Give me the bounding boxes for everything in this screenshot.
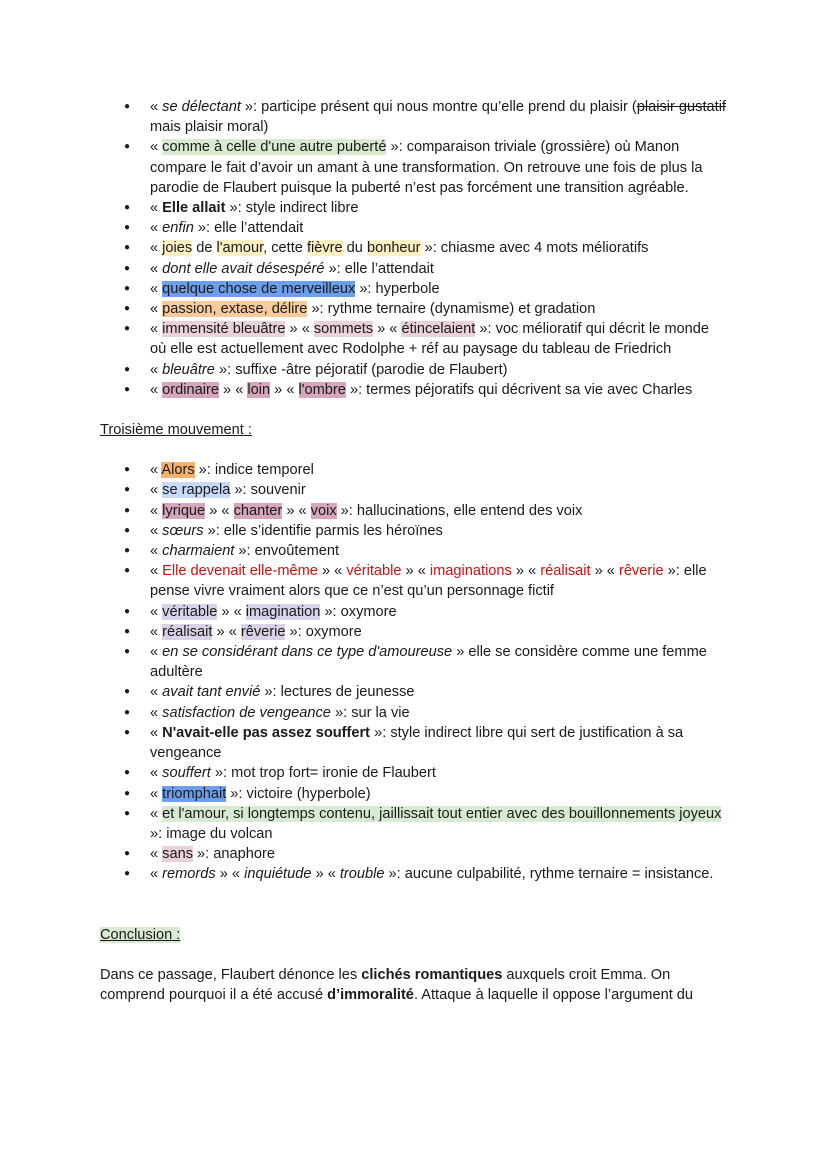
section-heading-troisieme-mouvement: Troisième mouvement :: [100, 422, 252, 439]
list-item: ● « joies de l'amour, cette fièvre du bonheur »: chiasme avec 4 mots mélioratifs: [100, 238, 728, 258]
list-item: ● « passion, extase, délire »: rythme ternaire (dynamisme) et gradation: [100, 299, 728, 319]
list-item: ● « se délectant »: participe présent qui nous montre qu’elle prend du plaisir (plaisir gustatif mais plaisir moral): [100, 97, 728, 137]
list-item: ● « enfin »: elle l’attendait: [100, 218, 728, 238]
list-item: ● « immensité bleuâtre » « sommets » « étincelaient »: voc mélioratif qui décrit le monde où elle est actuellement avec Rodolphe + réf au paysage du tableau de Friedrich: [100, 319, 728, 359]
list-item: ● « Alors »: indice temporel: [100, 460, 728, 480]
part2-list: [100, 97, 728, 400]
list-item: ● « triomphait »: victoire (hyperbole): [100, 784, 728, 804]
list-item: ● « Elle devenait elle-même » « véritable » « imaginations » « réalisait » « rêverie »: elle pense vivre vraiment alors que ce n’est qu’un personnage fictif: [100, 561, 728, 601]
list-item: ● « ordinaire » « loin » « l'ombre »: termes péjoratifs qui décrivent sa vie avec Charles: [100, 380, 728, 400]
list-item: ● « lyrique » « chanter » « voix »: hallucinations, elle entend des voix: [100, 501, 728, 521]
list-item: ● « souffert »: mot trop fort= ironie de Flaubert: [100, 763, 728, 783]
list-item: ● « charmaient »: envoûtement: [100, 541, 728, 561]
conclusion-paragraph: Dans ce passage, Flaubert dénonce les clichés romantiques auxquels croit Emma. On comprend pourquoi il a été accusé d’immoralité. Attaque à laquelle il oppose l’argument du: [100, 966, 694, 1003]
section-heading-conclusion: Conclusion :: [100, 926, 181, 943]
list-item: ● « bleuâtre »: suffixe -âtre péjoratif (parodie de Flaubert): [100, 360, 728, 380]
list-item: ● « et l'amour, si longtemps contenu, jaillissait tout entier avec des bouillonnements joyeux »: image du volcan: [100, 804, 728, 844]
list-item: ● « en se considérant dans ce type d'amoureuse » elle se considère comme une femme adultère: [100, 642, 728, 682]
list-item: ● « dont elle avait désespéré »: elle l’attendait: [100, 259, 728, 279]
list-item: ● « satisfaction de vengeance »: sur la vie: [100, 703, 728, 723]
list-item: ● « se rappela »: souvenir: [100, 480, 728, 500]
part3-list: [100, 460, 728, 884]
list-item: ● « Elle allait »: style indirect libre: [100, 198, 728, 218]
list-item: ● « remords » « inquiétude » « trouble »: aucune culpabilité, rythme ternaire = insistance.: [100, 864, 728, 884]
list-item: ● « comme à celle d'une autre puberté »: comparaison triviale (grossière) où Manon compare le fait d’avoir un amant à une transformation. On retrouve une fois de plus la parodie de Flaubert puisque la puberté n’est pas forcément une transition agréable.: [100, 137, 728, 198]
list-item: ● « véritable » « imagination »: oxymore: [100, 602, 728, 622]
list-item: ● « avait tant envié »: lectures de jeunesse: [100, 682, 728, 702]
list-item: ● « quelque chose de merveilleux »: hyperbole: [100, 279, 728, 299]
list-item: ● « sœurs »: elle s’identifie parmis les héroïnes: [100, 521, 728, 541]
list-item: ● « sans »: anaphore: [100, 844, 728, 864]
list-item: ● « N'avait-elle pas assez souffert »: style indirect libre qui sert de justification à sa vengeance: [100, 723, 728, 763]
document-page: [100, 97, 728, 1005]
list-item: ● « réalisait » « rêverie »: oxymore: [100, 622, 728, 642]
